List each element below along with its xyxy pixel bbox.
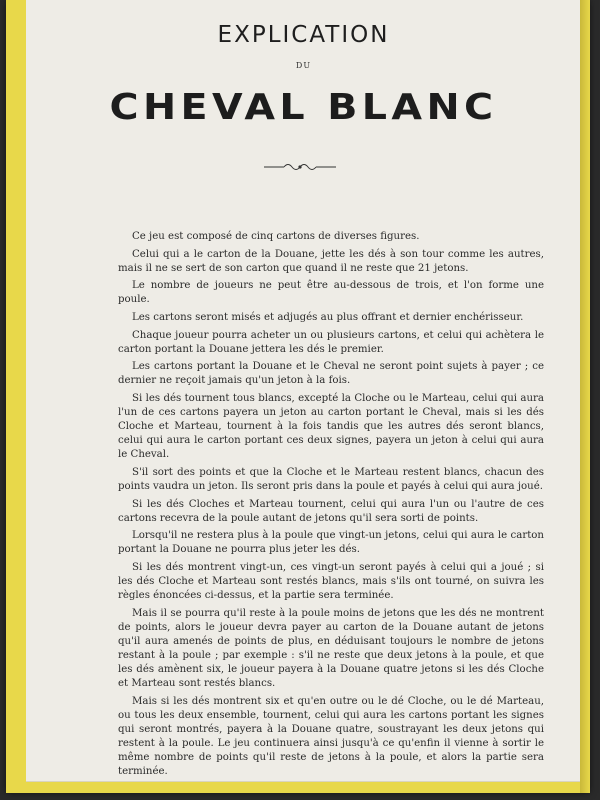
paragraph: Si les dés tournent tous blancs, excepté la Cloche ou le Marteau, celui qui aura l'un de ces cartons payera un jeton au carton portant le Cheval, mais si les dés Cloche et Marteau, tournent à la fois tandis que les autres dés seront blancs, celui qui aura le carton portant ces deux signes, payera un jeton à celui qui aura le Cheval. — [118, 392, 544, 461]
rules-text — [118, 230, 544, 783]
heading-du: DU — [295, 61, 312, 70]
game-rules-card — [6, 0, 590, 793]
paragraph: Ce jeu est composé de cinq cartons de diverses figures. — [132, 231, 420, 242]
card-edge — [580, 0, 590, 793]
scroll-ornament-icon — [262, 160, 338, 174]
paragraph: Lorsqu'il ne restera plus à la poule que vingt-un jetons, celui qui aura le carton portant la Douane ne pourra plus jeter les dés. — [118, 530, 544, 556]
paragraph: Les cartons seront misés et adjugés au plus offrant et dernier enchérisseur. — [132, 311, 524, 323]
paragraph: Les cartons portant la Douane et le Cheval ne seront point sujets à payer ; ce dernier ne reçoit jamais qu'un jeton à la fois. — [118, 361, 544, 387]
paragraph: Mais si les dés montrent six et qu'en outre ou le dé Cloche, ou le dé Marteau, ou tous les deux ensemble, tournent, celui qui aura les cartons portant les signes qui seront montrés, payera à la Douane quatre, soustrayant les deux jetons qui restent à la poule. Le jeu continuera ainsi jusqu'à ce qu'enfin il vienne à sortir le même nombre de points qu'il reste de jetons à la poule, et alors la partie sera terminée. — [118, 695, 544, 778]
paragraph: Chaque joueur pourra acheter un ou plusieurs cartons, et celui qui achètera le carton portant la Douane jettera les dés le premier. — [118, 329, 544, 355]
rules-sheet — [26, 0, 581, 782]
page-title: CHEVAL BLANC — [109, 87, 498, 128]
paragraph: Le nombre de joueurs ne peut être au-dessous de trois, et l'on forme une poule. — [118, 280, 544, 306]
paragraph: Celui qui a le carton de la Douane, jette les dés à son tour comme les autres, mais il ne se sert de son carton que quand il ne reste que 21 jetons. — [118, 248, 544, 274]
paragraph: Si les dés Cloches et Marteau tournent, celui qui aura l'un ou l'autre de ces cartons recevra de la poule autant de jetons qu'il sera sorti de points. — [118, 498, 544, 524]
paragraph: S'il sort des points et que la Cloche et le Marteau restent blancs, chacun des points vaudra un jeton. Ils seront pris dans la poule et payés à celui qui aura joué. — [118, 466, 544, 492]
paragraph: Si les dés montrent vingt-un, ces vingt-un seront payés à celui qui a joué ; si les dés Cloche et Marteau sont restés blancs, mais s'ils ont tourné, on suivra les règles énoncées ci-dessus, et la partie sera terminée. — [118, 561, 544, 602]
heading-explication: EXPLICATION — [217, 22, 390, 48]
paragraph: Mais il se pourra qu'il reste à la poule moins de jetons que les dés ne montrent de points, alors le joueur devra payer au carton de la Douane autant de jetons qu'il aura amenés de points de plus, en déduisant toujours le nombre de jetons restant à la poule ; par exemple : s'il ne reste que deux jetons à la poule, et que les dés amènent six, le joueur payera à la Douane quatre jetons si les dés Cloche et Marteau sont restés blancs. — [118, 607, 544, 690]
